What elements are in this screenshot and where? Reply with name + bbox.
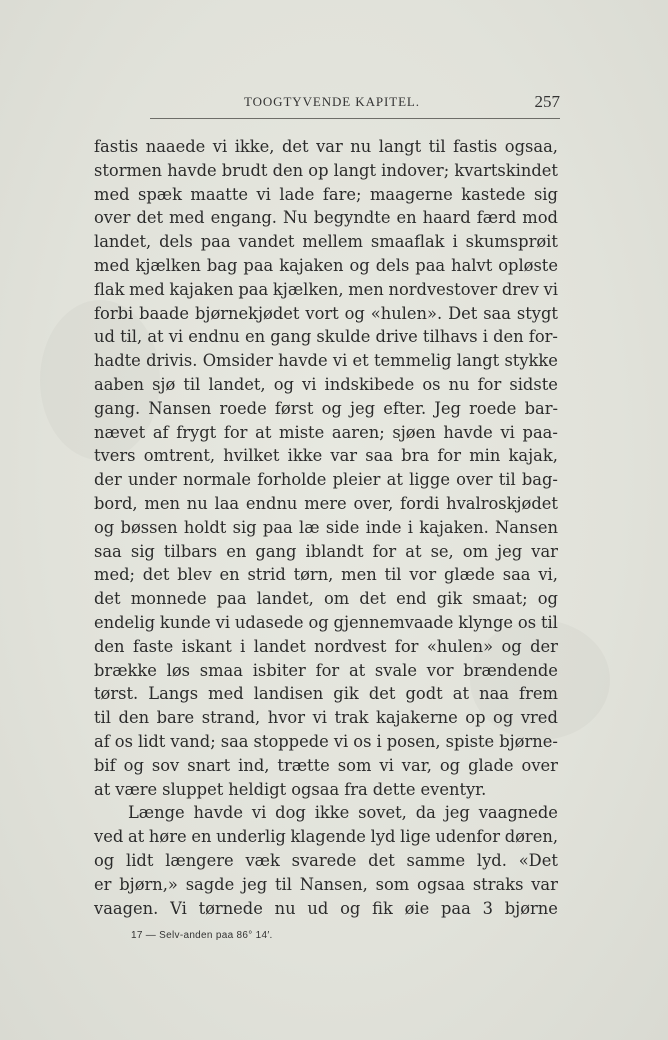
text-line: nævet af frygt for at miste aaren; sjøen havde vi paa- — [94, 422, 558, 442]
text-line: Længe havde vi dog ikke sovet, da jeg vaagnede — [128, 803, 558, 823]
text-line: forbi baade bjørnekjødet vort og «hulen». Det saa stygt — [94, 303, 558, 323]
text-line: tvers omtrent, hvilket ikke var saa bra for min kajak, — [94, 446, 558, 466]
text-line: det monnede paa landet, om det end gik smaat; og — [94, 589, 558, 609]
text-line: ved at høre en underlig klagende lyd lige udenfor døren, — [94, 827, 558, 847]
text-line: stormen havde brudt den op langt indover; kvartskindet — [94, 160, 558, 180]
text-line: og lidt længere væk svarede det samme lyd. «Det — [94, 850, 558, 870]
text-line: med; det blev en strid tørn, men til vor glæde saa vi, — [94, 565, 558, 585]
text-line: fastis naaede vi ikke, det var nu langt til fastis ogsaa, — [94, 137, 558, 156]
text-line: tørst. Langs med landisen gik det godt at naa frem — [94, 684, 558, 704]
text-line: flak med kajaken paa kjælken, men nordvestover drev vi — [94, 279, 558, 299]
page-header — [94, 92, 560, 114]
text-line: ud til, at vi endnu en gang skulde drive tilhavs i den for- — [94, 327, 558, 347]
text-line: at være sluppet heldigt ogsaa fra dette eventyr. — [94, 779, 487, 799]
text-line: bif og sov snart ind, trætte som vi var, og glade over — [94, 755, 558, 775]
text-line: landet, dels paa vandet mellem smaaflak i skumsprøit — [94, 232, 558, 252]
text-line: der under normale forholde pleier at ligge over til bag- — [94, 470, 558, 490]
text-line: til den bare strand, hvor vi trak kajakerne op og vred — [94, 708, 558, 728]
text-line: brække løs smaa isbiter for at svale vor brændende — [94, 660, 558, 680]
body-text — [94, 135, 558, 920]
text-line: den faste iskant i landet nordvest for «hulen» og der — [94, 636, 558, 656]
text-line: saa sig tilbars en gang iblandt for at se, om jeg var — [94, 541, 558, 561]
header-rule — [150, 118, 560, 119]
text-line: over det med engang. Nu begyndte en haard færd mod — [94, 208, 558, 228]
text-line: vaagen. Vi tørnede nu ud og fik øie paa 3 bjørne — [94, 898, 558, 918]
text-line: aaben sjø til landet, og vi indskibede os nu for sidste — [94, 374, 558, 394]
text-line: endelig kunde vi udasede og gjennemvaade klynge os til — [94, 612, 558, 632]
text-line: med spæk maatte vi lade fare; maagerne kastede sig — [94, 184, 558, 204]
text-line: hadte drivis. Omsider havde vi et temmelig langt stykke — [94, 351, 558, 371]
text-line: med kjælken bag paa kajaken og dels paa halvt opløste — [94, 255, 558, 275]
text-line: af os lidt vand; saa stoppede vi os i posen, spiste bjørne- — [94, 731, 558, 751]
text-line: og bøssen holdt sig paa læ side inde i kajaken. Nansen — [94, 517, 558, 537]
running-title: TOOGTYVENDE KAPITEL. — [244, 94, 420, 109]
text-line: gang. Nansen roede først og jeg efter. Jeg roede bar- — [94, 398, 558, 418]
page-number: 257 — [534, 92, 560, 111]
text-line: er bjørn,» sagde jeg til Nansen, som ogsaa straks var — [94, 874, 558, 894]
text-line: bord, men nu laa endnu mere over, fordi hvalroskjødet — [94, 493, 558, 513]
signature-line: 17 — Selv-anden paa 86° 14′. — [131, 930, 273, 941]
